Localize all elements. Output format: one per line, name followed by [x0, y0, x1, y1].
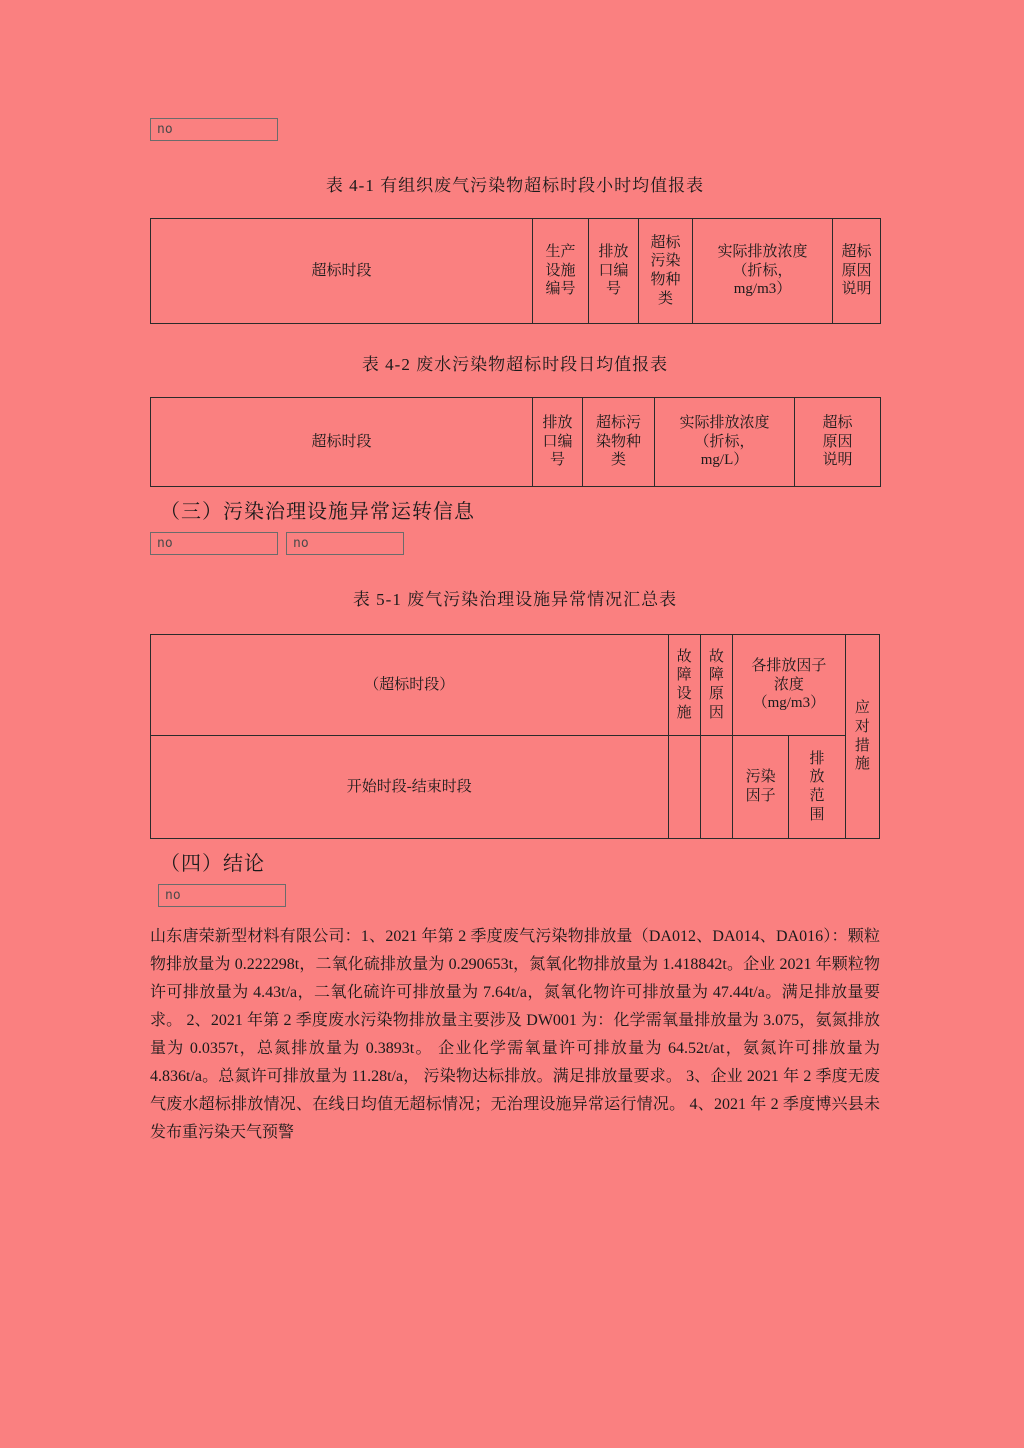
th-actual-concentration-line3: mg/m3） [733, 281, 792, 298]
table-4-2-caption: 表 4-2 废水污染物超标时段日均值报表 [361, 355, 669, 374]
section-3-heading: （三）污染治理设施异常运转信息 [160, 501, 475, 523]
th-exceed-reason: 超标 原因 说明 [795, 398, 881, 487]
th-actual-concentration-line2: （折标， [694, 433, 755, 450]
th-outlet-code: 排放 口编 号 [533, 398, 583, 487]
table-5-1 [150, 634, 880, 839]
section-4-heading: （四）结论 [160, 853, 265, 875]
placeholder-no-box-4[interactable]: no [158, 884, 286, 907]
td-period-range: 开始时段-结束时段 [151, 736, 669, 839]
placeholder-box-1-wrapper [150, 118, 880, 141]
th-emission-factor-group [732, 635, 845, 736]
placeholder-box-row [150, 532, 880, 555]
th-pollutant-type: 超标 污染 物种 类 [639, 219, 693, 324]
placeholder-box-4-wrapper [150, 884, 880, 907]
placeholder-no-box-2[interactable]: no [150, 532, 278, 555]
placeholder-no-box-3[interactable]: no [286, 532, 404, 555]
th-actual-concentration [655, 398, 795, 487]
table-4-2 [150, 397, 881, 487]
conclusion-paragraph: 山东唐荣新型材料有限公司：1、2021 年第 2 季度废气污染物排放量（DA012、DA014、DA016）：颗粒物排放量为 0.222298t，二氧化硫排放量为 0.290653t，氮氧化物排放量为 1.418842t。企业 2021 年颗粒物许可排放量为 4.43t/a，二氧化硫许可排放量为 7.64t/a，氮氧化物许可排放量为 47.44t/a。满足排放量要求。 2、2021 年第 2 季度废水污染物排放量主要涉及 DW001 为：化学需氧量排放量为 3.075，氨氮排放量为 0.0357t，总氮排放量为 0.3893t。 企业化学需氧量许可排放量为 64.52t/at，氨氮许可排放量为 4.836t/a。总氮许可排放量为 11.28t/a， 污染物达标排放。满足排放量要求。 3、企业 2021 年 2 季度无废气废水超标排放情况、在线日均值无超标情况；无治理设施异常运行情况。 4、2021 年 2 季度博兴县未发布重污染天气预警 [150, 928, 880, 1141]
th-emission-factor-group-line2: 浓度 [773, 676, 804, 693]
th-actual-concentration-line1: 实际排放浓度 [717, 243, 808, 260]
th-exceed-reason: 超标 原因 说明 [833, 219, 881, 324]
th-pollutant-type: 超标污 染物种 类 [583, 398, 655, 487]
th-emission-factor-group-line3: （mg/m3） [752, 695, 826, 712]
th-actual-concentration-line3: mg/L） [700, 452, 749, 469]
th-emission-range: 排 放 范 围 [789, 736, 845, 839]
table-5-1-caption: 表 5-1 废气污染治理设施异常情况汇总表 [352, 590, 678, 609]
th-actual-concentration-line2: （折标， [732, 262, 793, 279]
th-fault-reason: 故 障 原 因 [700, 635, 732, 736]
table-row [151, 219, 881, 324]
table-row [151, 398, 881, 487]
td-fault-reason-value [700, 736, 732, 839]
document-content [150, 0, 880, 1147]
th-pollutant-factor: 污染 因子 [732, 736, 788, 839]
th-outlet-code: 排放 口编 号 [589, 219, 639, 324]
th-actual-concentration [693, 219, 833, 324]
th-period-group: （超标时段） [151, 635, 669, 736]
placeholder-no-box-1[interactable]: no [150, 118, 278, 141]
th-fault-facility: 故 障 设 施 [668, 635, 700, 736]
th-production-facility-code: 生产 设施 编号 [533, 219, 589, 324]
th-actual-concentration-line1: 实际排放浓度 [679, 414, 770, 431]
td-fault-facility-value [668, 736, 700, 839]
table-row [151, 635, 880, 736]
table-4-1 [150, 218, 881, 324]
table-4-1-caption: 表 4-1 有组织废气污染物超标时段小时均值报表 [325, 176, 705, 195]
th-period: 超标时段 [151, 219, 533, 324]
th-emission-factor-group-line1: 各排放因子 [751, 657, 827, 674]
th-response-measure: 应 对 措 施 [845, 635, 879, 839]
th-period: 超标时段 [151, 398, 533, 487]
